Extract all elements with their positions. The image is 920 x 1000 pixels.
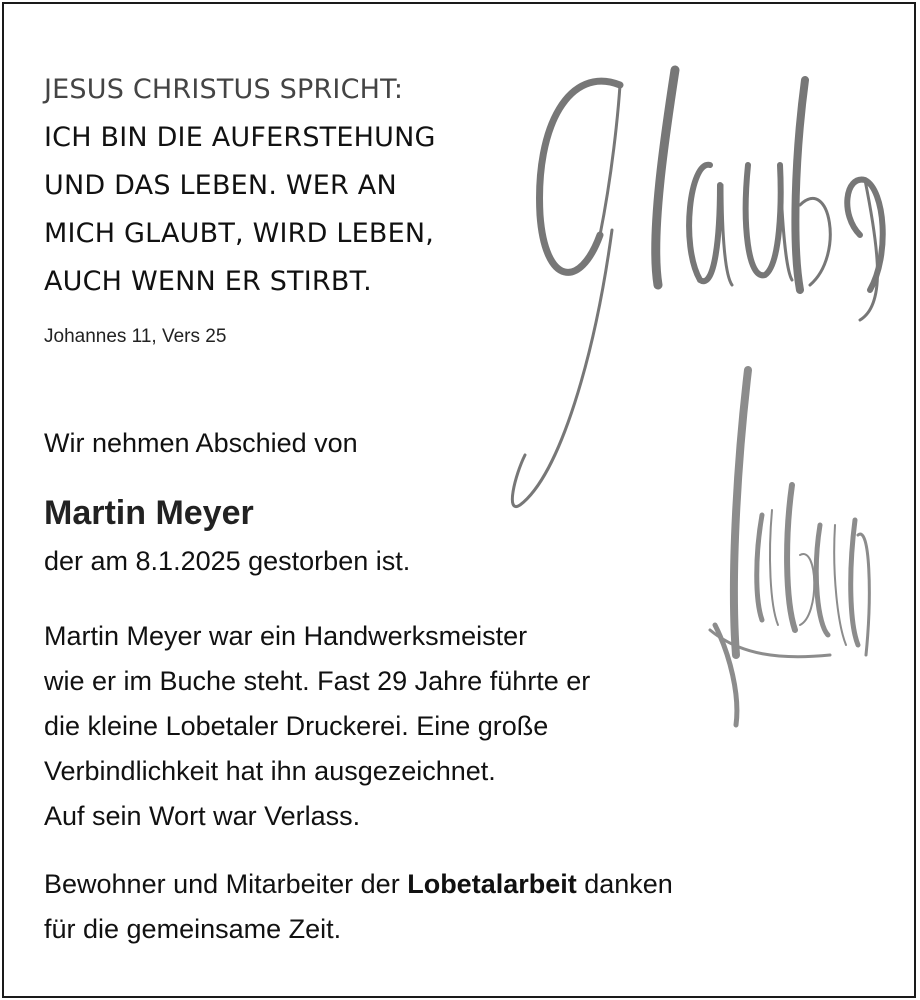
date-of-death: der am 8.1.2025 gestorben ist.: [44, 546, 411, 576]
verse-line: MICH GLAUBT, WIRD LEBEN,: [44, 218, 435, 249]
thanks-after: danken: [576, 869, 673, 899]
verse-line: JESUS CHRISTUS SPRICHT:: [44, 74, 404, 105]
bible-verse: [44, 66, 436, 306]
deceased-name: Martin Meyer: [44, 494, 254, 532]
thanks-paragraph: [44, 862, 673, 952]
farewell-intro: Wir nehmen Abschied von: [44, 428, 358, 458]
thanks-before: Bewohner und Mitarbeiter der: [44, 869, 408, 899]
tribute-line: die kleine Lobetaler Druckerei. Eine große: [44, 711, 549, 741]
verse-line: ICH BIN DIE AUFERSTEHUNG: [44, 122, 436, 153]
tribute-line: Martin Meyer war ein Handwerksmeister: [44, 621, 528, 651]
verse-line: UND DAS LEBEN. WER AN: [44, 170, 397, 201]
thanks-line: für die gemeinsame Zeit.: [44, 914, 342, 944]
verse-line: AUCH WENN ER STIRBT.: [44, 266, 372, 297]
tribute-paragraph: [44, 614, 590, 839]
verse-source: Johannes 11, Vers 25: [44, 326, 227, 347]
tribute-line: Auf sein Wort war Verlass.: [44, 801, 361, 831]
calligraphy-glaube: [512, 70, 882, 507]
tribute-line: wie er im Buche steht. Fast 29 Jahre führte er: [44, 666, 591, 696]
calligraphy-leben: [710, 370, 869, 725]
thanks-line: [44, 862, 673, 907]
tribute-line: Verbindlichkeit hat ihn ausgezeichnet.: [44, 756, 496, 786]
organization-name: Lobetalarbeit: [407, 869, 577, 899]
